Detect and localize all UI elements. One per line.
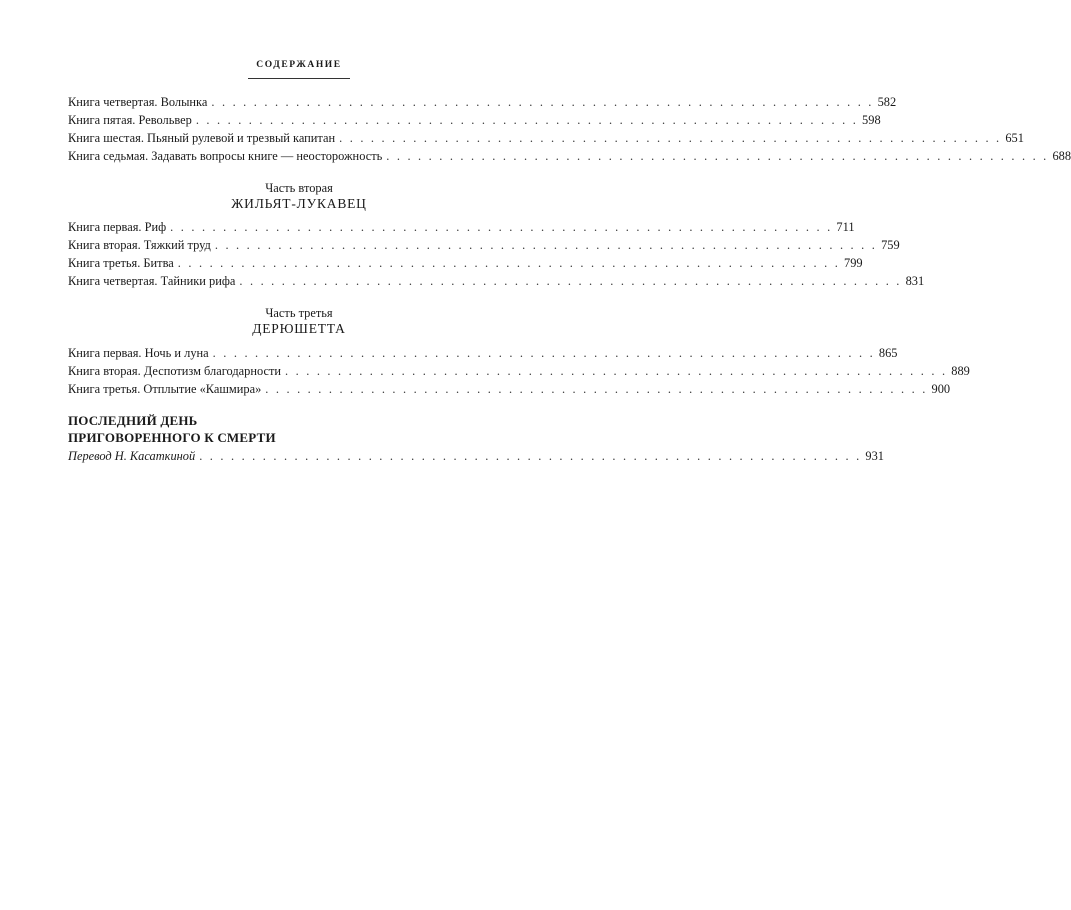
toc-entry: [68, 218, 855, 236]
toc-entry-translator: [68, 447, 884, 465]
toc-entry-page: 889: [951, 364, 970, 378]
toc-entry-title: Книга четвертая. Волынка: [68, 95, 208, 109]
toc-entry-title: Книга шестая. Пьяный рулевой и трезвый капитан: [68, 131, 336, 145]
toc-entry: [68, 344, 898, 362]
toc-entry-title: Книга вторая. Деспотизм благодарности: [68, 364, 282, 378]
toc-entry-page: 799: [844, 256, 863, 270]
toc-leader-dots: . . . . . . . . . . . . . . . . . . . . . . . . . . . . . . . . . . . . . . . . . . . . . . . . . . . . . . . . . . . . . . .: [285, 364, 948, 378]
toc-leader-dots: . . . . . . . . . . . . . . . . . . . . . . . . . . . . . . . . . . . . . . . . . . . . . . . . . . . . . . . . . . . . . . .: [211, 95, 874, 109]
part-title: ЖИЛЬЯТ-ЛУКАВЕЦ: [231, 196, 367, 211]
toc-leader-dots: . . . . . . . . . . . . . . . . . . . . . . . . . . . . . . . . . . . . . . . . . . . . . . . . . . . . . . . . . . . . . . .: [339, 131, 1002, 145]
part-label: Часть третья: [265, 306, 333, 320]
toc-entry-title: Книга первая. Риф: [68, 220, 167, 234]
toc-entry: [68, 147, 1071, 165]
toc-entry-page: 711: [836, 220, 855, 234]
part-label: Часть вторая: [265, 181, 333, 195]
toc-leader-dots: . . . . . . . . . . . . . . . . . . . . . . . . . . . . . . . . . . . . . . . . . . . . . . . . . . . . . . . . . . . . . . .: [195, 113, 859, 127]
toc-leader-dots: . . . . . . . . . . . . . . . . . . . . . . . . . . . . . . . . . . . . . . . . . . . . . . . . . . . . . . . . . . . . . . .: [386, 149, 1049, 163]
part-title: ДЕРЮШЕТТА: [252, 321, 346, 336]
work-title-line-2: ПРИГОВОРЕННОГО К СМЕРТИ: [68, 430, 276, 445]
toc-entry: [68, 111, 881, 129]
toc-leader-dots: . . . . . . . . . . . . . . . . . . . . . . . . . . . . . . . . . . . . . . . . . . . . . . . . . . . . . . . . . . . . . . .: [265, 382, 928, 396]
toc-leader-dots: . . . . . . . . . . . . . . . . . . . . . . . . . . . . . . . . . . . . . . . . . . . . . . . . . . . . . . . . . . . . . . .: [199, 449, 862, 463]
toc-entry-title: Книга третья. Отплытие «Кашмира»: [68, 382, 262, 396]
toc-entry: [68, 236, 900, 254]
toc-entry-title: Книга пятая. Револьвер: [68, 113, 192, 127]
toc-entry-page: 900: [931, 382, 951, 396]
toc-entry-page: 598: [862, 113, 881, 127]
toc-leader-dots: . . . . . . . . . . . . . . . . . . . . . . . . . . . . . . . . . . . . . . . . . . . . . . . . . . . . . . . . . . . . . . .: [170, 220, 833, 234]
toc-entry: [68, 129, 1024, 147]
toc-entry-page: 688: [1052, 149, 1071, 163]
toc-leader-dots: . . . . . . . . . . . . . . . . . . . . . . . . . . . . . . . . . . . . . . . . . . . . . . . . . . . . . . . . . . . . . . .: [214, 238, 878, 252]
toc-entry: [68, 272, 925, 290]
toc-entry: [68, 362, 970, 380]
toc-entry-page: 831: [905, 274, 925, 288]
toc-entry: [68, 380, 951, 398]
running-head: СОДЕРЖАНИЕ: [256, 60, 342, 70]
work-title-line-1: ПОСЛЕДНИЙ ДЕНЬ: [68, 413, 198, 428]
toc-entry-title: Книга четвертая. Тайники рифа: [68, 274, 236, 288]
toc-entry: [68, 93, 897, 111]
toc-entry-title: Книга первая. Ночь и луна: [68, 346, 209, 360]
toc-entry-title: Книга седьмая. Задавать вопросы книге — неосторожность: [68, 149, 383, 163]
toc-entry-page: 582: [877, 95, 897, 109]
toc-entry: [68, 254, 863, 272]
running-head-rule: [248, 78, 350, 79]
toc-entry-page: 651: [1005, 131, 1024, 145]
toc-entry-title: Книга третья. Битва: [68, 256, 174, 270]
toc-leader-dots: . . . . . . . . . . . . . . . . . . . . . . . . . . . . . . . . . . . . . . . . . . . . . . . . . . . . . . . . . . . . . . .: [212, 346, 875, 360]
toc-entry-page: 931: [865, 449, 884, 463]
toc-leader-dots: . . . . . . . . . . . . . . . . . . . . . . . . . . . . . . . . . . . . . . . . . . . . . . . . . . . . . . . . . . . . . . .: [177, 256, 840, 270]
toc-entry-page: 865: [878, 346, 898, 360]
toc-entry-page: 759: [881, 238, 900, 252]
toc-entry-title: Книга вторая. Тяжкий труд: [68, 238, 211, 252]
toc-leader-dots: . . . . . . . . . . . . . . . . . . . . . . . . . . . . . . . . . . . . . . . . . . . . . . . . . . . . . . . . . . . . . . .: [239, 274, 902, 288]
translator-credit: Перевод Н. Касаткиной: [68, 449, 196, 463]
